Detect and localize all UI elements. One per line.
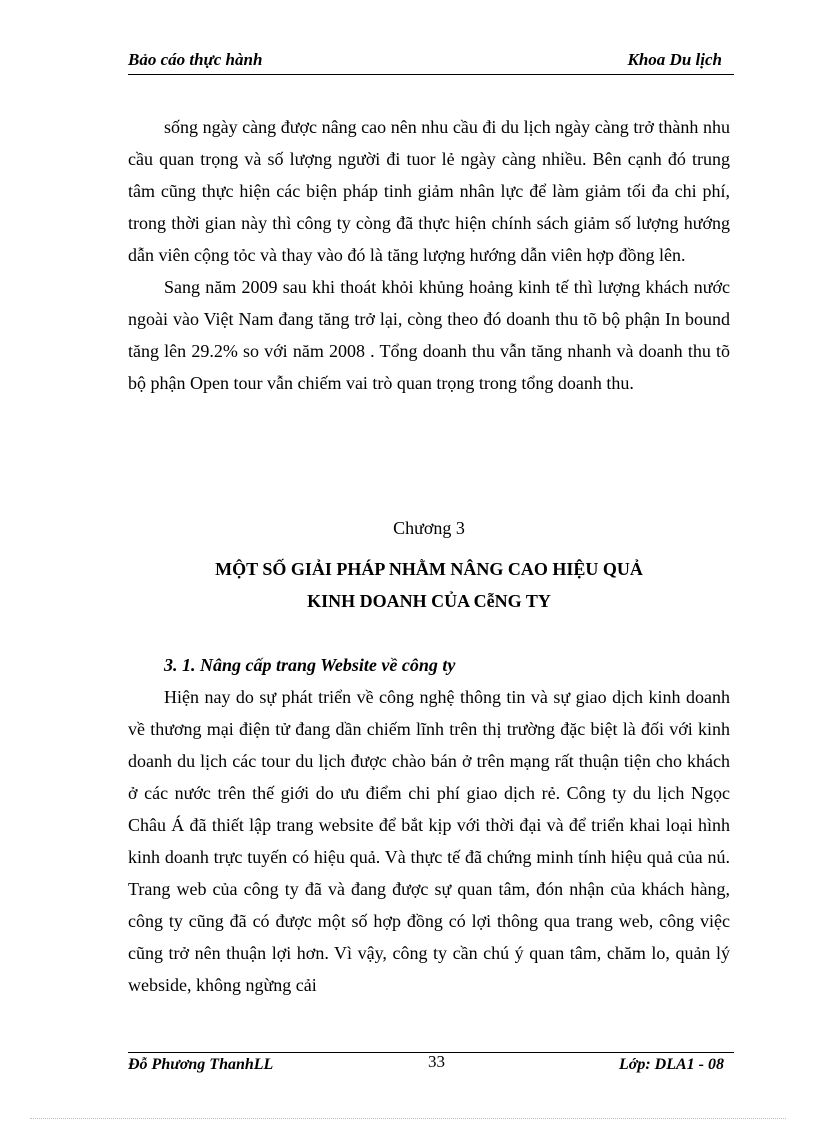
body-block-bottom [128,681,730,1001]
page-boundary-dotted-line [30,1118,786,1119]
body-block-top [128,111,730,399]
paragraph-continued: sống ngày càng được nâng cao nên nhu cầu đi du lịch ngày càng trở thành nhu cầu quan trọng và số lượng người đi tuor lẻ ngày càng nhiều. Bên cạnh đó trung tâm cũng thực hiện các biện pháp tinh giảm nhân lực để làm giảm tối đa chi phí, trong thời gian này thì công ty còng đã thực hiện chính sách giảm số lượng hướng dẫn viên cộng tỏc và thay vào đó là tăng lượng hướng dẫn viên hợp đồng lên. [128,117,730,265]
page-footer [128,1052,734,1078]
chapter-title [128,553,730,617]
chapter-title-line-1: MỘT SỐ GIẢI PHÁP NHẰM NÂNG CAO HIỆU QUẢ [215,559,643,579]
header-left-text: Bảo cáo thực hành [128,50,263,69]
footer-author: Đỗ Phương ThanhLL [128,1056,274,1073]
page-number: 33 [428,1052,445,1071]
header-right-text: Khoa Du lịch [627,50,722,69]
page-header [128,50,734,72]
section-heading: 3. 1. Nâng cấp trang Website về công ty [164,655,456,675]
chapter-title-line-2: KINH DOANH CỦA CễNG TY [307,591,551,611]
header-rule [128,74,734,75]
paragraph: Sang năm 2009 sau khi thoát khỏi khủng hoảng kinh tế thì lượng khách nước ngoài vào Việt Nam đang tăng trở lại, còng theo đó doanh thu tõ bộ phận In bound tăng lên 29.2% so với năm 2008 . Tổng doanh thu vẫn tăng nhanh và doanh thu tõ bộ phận Open tour vẫn chiếm vai trò quan trọng trong tổng doanh thu. [128,277,730,393]
paragraph: Hiện nay do sự phát triển về công nghệ thông tin và sự giao dịch kinh doanh về thương mại điện tử đang dần chiếm lĩnh trên thị trường đặc biệt là đối với kinh doanh du lịch các tour du lịch được chào bán ở trên mạng rất thuận tiện cho khách ở các nước trên thế giới do ưu điểm chi phí giao dịch rẻ. Công ty du lịch Ngọc Châu Á đã thiết lập trang website để bắt kịp với thời đại và để triển khai loại hình kinh doanh trực tuyến có hiệu quả. Và thực tế đã chứng minh tính hiệu quả của nú. Trang web của công ty đã và đang được sự quan tâm, đón nhận của khách hàng, công ty cũng đã có được một số hợp đồng có lợi thông qua trang web, công việc cũng trở nên thuận lợi hơn. Vì vậy, công ty cần chú ý quan tâm, chăm lo, quản lý webside, không ngừng cải [128,687,730,995]
footer-class: Lớp: DLA1 - 08 [618,1056,724,1073]
chapter-number: Chương 3 [393,518,465,538]
